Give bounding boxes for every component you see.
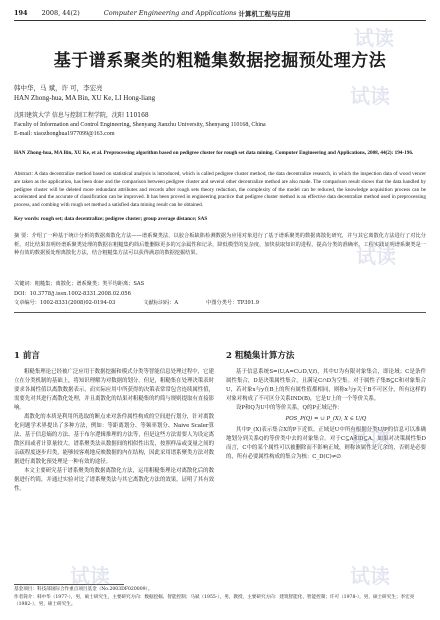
section-1-paragraph: 离散化的本质是利用所选取的断点来对条件属性构成的空间进行划分，针对离散化问题学术界提出了多种方法，例如：等距离划分、等频率划分、Naive Scaler算法、基于信息熵的方法、基于布尔逻辑推理的方法等，但是这些方法需要人为设定离散区间或者计算量较大。谱系聚类法从数据间的相似性出发，按照样品或变量之间的亲疏程度逐步归类，能够较客观地反映数据的内在结构，因此采用谱系聚类方法对数据进行离散化预处理是一种有效的途径。 [14,414,214,465]
authors-cn: 韩中华，马 斌，许 可，李宏亮 [14,84,103,92]
running-header [14,6,426,21]
right-column [226,348,426,462]
watermark: 试读 [350,84,390,108]
watermark: 试读 [354,26,394,50]
section-2-title: 2 粗糙集计算方法 [226,351,295,361]
affiliation-en: Faculty of Information and Control Engineering, Shenyang Jianzhu University, Shenyang 110168, China [14,122,266,128]
citation: HAN Zhong-hua, MA Bin, XU Ke, et al. Preprocessing algorithm based on pedigree cluster for rough set data mining. Computer Engineering and Applications, 2008, 44(2): 194-196. [14,150,414,156]
watermark: 试读 [350,564,390,588]
section-1-title: 1 前言 [14,351,40,361]
abstract-cn: 摘 要：介绍了一种基于统计分析的数据离散化方法——谱系聚类法，以胶合板缺陷检测数据为应用对象进行了基于谱系聚类的数据离散化研究，并与其它离散化方法进行了对比分析。对比结果表明经谱系聚类处理的数据在粗糙集约简后能删除更多的冗余属性和记录，降低模型的复杂度，加快获取知识的进程，提高分类的准确率。工程实践证明谱系聚类是一种有效的数据预处理离散化方法，结合粗糙集方法可以获得满意的数据挖掘结果。 [14,233,426,257]
formula-positive-region: POS_P(Q) = ∪ P_(X), X ∈ U/Q [285,416,367,422]
watermark: 试读 [356,244,396,268]
issue-info: 2008, 44(2) [41,9,80,17]
doi: DOI：10.3778/j.issn.1002-8331.2008.02.056 [14,291,131,297]
footnote-author: 作者简介：韩中华（1977-），男，硕士研究生，主要研究方向：数据挖掘、智能控制；马斌（1955-），男，教授，主要研究方向：建筑智能化、智能控制；许可（1978-），男，硕士研究生；李宏亮（1982-），男，硕士研究生。 [14,595,415,607]
keywords-cn: 关键词：粗糙集；离散化；谱系聚类；类平均距离；SAS [14,281,145,287]
section-2-paragraph: 设P和Q为U中的等价关系，Q的P正域记作： [236,405,343,411]
section-2-paragraph: 其中P_(X)表示集合X的P下近似。正域是U中所有根据分类U/P的信息可以准确地划分到关系Q的等价类中去的对象集合。对于C⊆A和D⊆A，如果对决策属性集D而言，C中的某个属性可以被删除而不影响正域，则称该属性是冗余的，否则是必要的，所有必要属性构成的集合为核：C_D(C)≠∅ [226,427,426,460]
section-1-paragraph: 粗糙集理论已经被广泛应用于数据挖掘和模式分类等智能信息处理过程中，它建立在分类机制的基础上，将知识理解为对数据的划分。但是，粗糙集在处理决策表时要求各属性值以离散数据表示，而实际应用中所获得的决策表常常包含连续属性值，需要先对其进行离散化处理，并且离散化的结果对粗糙集的约简与规则提取有直接影响。 [14,369,214,411]
journal-name-en: Computer Engineering and Applications [103,9,237,17]
section-2-paragraph: 基于信息系统S=(U,A=C∪D,V,f)，其中U为有限对象集合，即论域；C是条件属性集合，D是决策属性集合，且满足C∩D为空集。对于属性子集B⊆C和对象集合U，若对象x与y在B上的所有属性值都相同，则称x与y关于B不可区分，所有这样的对象对构成了不可区分关系IND(B)，它是U上的一个等价关系。 [226,369,426,402]
page-number: 194 [14,9,28,17]
footnote-fund: 基金项目：科技部国际合作重点项目基金（No.2003DF020009）。 [14,587,153,592]
section-1-paragraph: 本文主要研究基于谱系聚类的数据离散化方法，运用粗糙集理论对离散化后的数据进行约简，并通过实验对比了谱系聚类法与其它离散化方法的效果，证明了其有效性。 [14,468,214,492]
left-column [14,348,214,494]
affiliation-cn: 沈阳建筑大学 信息与控制工程学院，沈阳 110168 [14,112,149,119]
keywords-en: Key words: rough set; data decentralize; pedigree cluster; group average distance; SAS [14,216,208,222]
doi-line [14,290,426,298]
abstract-en: Abstract: A data decentralize method based on statistical analysis is introduced, which is called pedigree cluster method, the data decentralize research, in which the inspection data of wood vencer are taken as the application, has been done and the comparison between pedigree cluster and several other decentralize method are also made. The comparison result shows that the data handled by pedigree cluster will be deleted more redundant attributes and records after rough sets theory reduction, the complexity of the model can be reduced, the knowledge acquisition process can be accelerated and the accurate of classification can be improved. It has been proved in engineering practice that pedigree cluster method is an effective data decentralize method used in preprocessing process, and combing with rough set method a satisfied data mining result can be obtained. [14,171,426,209]
clc-number: 中图分类号：TP391.9 [206,300,260,306]
watermark: 试读 [350,424,390,448]
authors-en: HAN Zhong-hua, MA Bin, XU Ke, LI Hong-liang [14,94,156,102]
document-code: 文献标识码：A [143,300,179,306]
paper-title: 基于谱系聚类的粗糙集数据挖掘预处理方法 [53,51,387,71]
email: E-mail: xiaozhonghua1977099@163.com [14,131,115,137]
divider [14,312,426,313]
journal-name-cn: 计算机工程与应用 [238,9,291,18]
watermark: 试读 [70,564,110,588]
article-meta [14,299,426,307]
article-number: 文章编号：1002-8331(2008)02-0194-03 [14,300,116,306]
